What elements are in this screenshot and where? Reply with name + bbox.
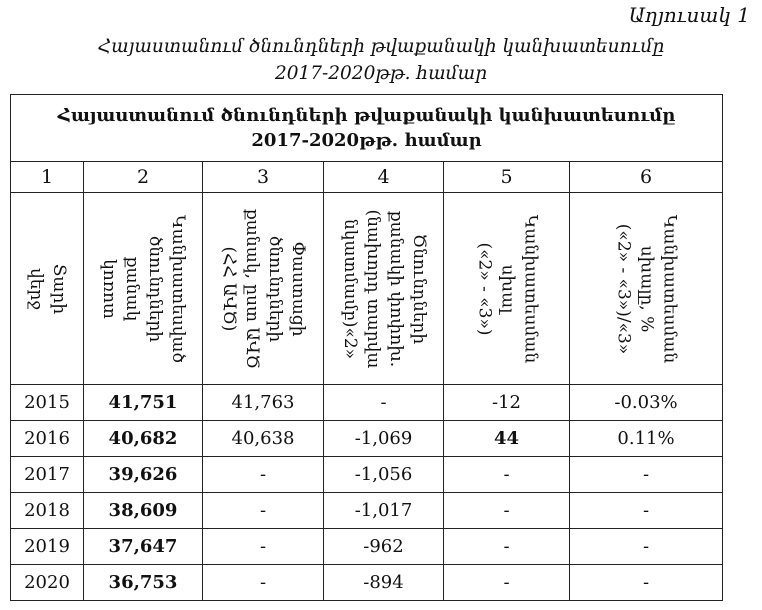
table-row: [11, 421, 723, 457]
cell-year: 2016: [11, 421, 84, 457]
cell-change: -: [324, 385, 444, 421]
header-text: [338, 209, 430, 368]
column-number: 1: [11, 162, 84, 193]
header-line: Ծնունդների: [408, 233, 429, 344]
header-line: քանակ: [122, 256, 142, 321]
table-title-row: [11, 95, 723, 162]
cell-change: -1,017: [324, 493, 444, 529]
header-text: [217, 208, 309, 368]
header-line: Փաստացի: [288, 240, 308, 337]
cell-error-pct: -: [570, 565, 723, 601]
caption-line-2: 2017-2020թթ. համար: [274, 63, 488, 84]
cell-forecast: 40,682: [84, 421, 203, 457]
header-line: սխալը, %: [636, 245, 657, 332]
appendix-label: Աղյուսակ 1: [628, 3, 750, 27]
table-title-line-1: Հայաստանում ծնունդների թվաքանակի կանխատեսումը: [57, 105, 676, 126]
cell-forecast: 41,751: [84, 385, 203, 421]
column-number: 6: [570, 162, 723, 193]
table-title: [11, 95, 723, 162]
cell-error: -: [444, 529, 570, 565]
table-row: [11, 565, 723, 601]
cell-error: 44: [444, 421, 570, 457]
cell-error: -: [444, 457, 570, 493]
header-text: [24, 263, 70, 313]
cell-actual: 40,638: [203, 421, 324, 457]
cell-change: -1,069: [324, 421, 444, 457]
cell-error-pct: -: [570, 529, 723, 565]
header-change: [324, 193, 444, 385]
cell-year: 2018: [11, 493, 84, 529]
column-number: 4: [324, 162, 444, 193]
cell-actual: 41,763: [203, 385, 324, 421]
header-row: [11, 193, 723, 385]
cell-change: -894: [324, 565, 444, 601]
header-line: կոռոտ: [99, 258, 119, 319]
cell-error: -: [444, 565, 570, 601]
header-line: Տարի: [49, 263, 69, 314]
header-line: (ՀՀ ԱՎԾ): [219, 246, 239, 331]
cell-forecast: 38,609: [84, 493, 203, 529]
header-error: [444, 193, 570, 385]
cell-error-pct: -0.03%: [570, 385, 723, 421]
header-year: [11, 193, 84, 385]
table-row: [11, 385, 723, 421]
header-line: Կանխատեսված: [168, 214, 188, 363]
header-line: սխալ: [497, 264, 517, 313]
header-line: Կանխատեսման: [520, 214, 540, 363]
header-line: ծնունդների: [265, 235, 285, 342]
cell-year: 2015: [11, 385, 84, 421]
cell-change: -962: [324, 529, 444, 565]
header-actual: [203, 193, 324, 385]
cell-year: 2020: [11, 565, 84, 601]
header-text: [612, 214, 681, 363]
header-error-pct: [570, 193, 723, 385]
cell-error: -: [444, 493, 570, 529]
header-text: [472, 214, 541, 363]
column-number-row: [11, 162, 723, 193]
column-number: 3: [203, 162, 324, 193]
forecast-table: [10, 94, 723, 601]
header-line: Կանխատեսման: [659, 214, 680, 363]
header-line: քանակի փոփոխ.: [385, 210, 406, 367]
header-line: քանակ, ըստ ԱՎԾ: [242, 208, 262, 369]
cell-error: -12: [444, 385, 570, 421]
caption-line-1: Հայաստանում ծնունդների թվաքանակի կանխատեսումը: [97, 36, 665, 57]
cell-year: 2017: [11, 457, 84, 493]
column-number: 5: [444, 162, 570, 193]
cell-change: -1,056: [324, 457, 444, 493]
cell-actual: -: [203, 565, 324, 601]
cell-forecast: 39,626: [84, 457, 203, 493]
header-line: ծնունդների: [145, 235, 165, 342]
header-forecast: [84, 193, 203, 385]
header-line: նկատմամբ)«2»: [339, 218, 360, 359]
column-number: 2: [84, 162, 203, 193]
header-line: («2» - «3»)/«3»: [613, 223, 634, 354]
cell-error-pct: 0.11%: [570, 421, 723, 457]
cell-actual: -: [203, 457, 324, 493]
cell-actual: -: [203, 493, 324, 529]
table-title-line-2: 2017-2020թթ. համար: [251, 130, 482, 151]
table-row: [11, 457, 723, 493]
cell-error-pct: -: [570, 457, 723, 493]
table-row: [11, 493, 723, 529]
cell-forecast: 37,647: [84, 529, 203, 565]
header-line: վերջ: [26, 267, 46, 310]
cell-actual: -: [203, 529, 324, 565]
cell-forecast: 36,753: [84, 565, 203, 601]
header-line: (նախորդ տարվա: [362, 208, 383, 369]
cell-error-pct: -: [570, 493, 723, 529]
header-line: («2» - «3»): [474, 241, 494, 336]
table-row: [11, 529, 723, 565]
header-text: [97, 215, 189, 363]
cell-year: 2019: [11, 529, 84, 565]
